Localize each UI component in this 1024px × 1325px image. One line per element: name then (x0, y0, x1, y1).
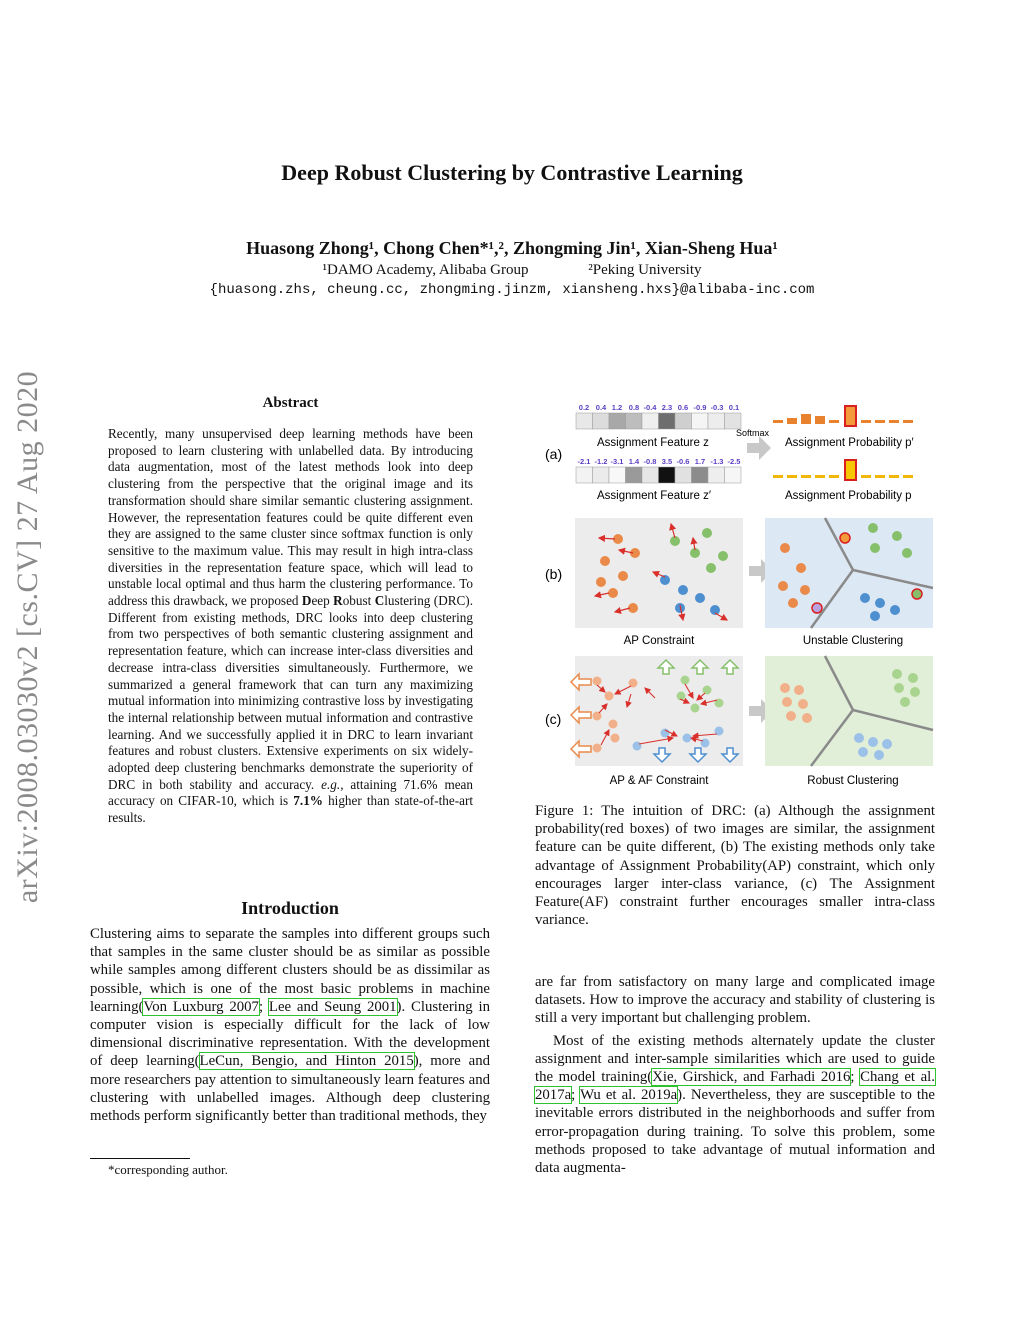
point-orange (608, 588, 618, 598)
point-green (902, 548, 912, 558)
point-blue (683, 734, 692, 743)
prob-bar (861, 420, 871, 423)
zp-value: -0.8 (643, 457, 657, 466)
figure-1 (535, 398, 935, 793)
point-orange (780, 683, 790, 693)
point-blue (875, 598, 885, 608)
prob-bar (903, 420, 913, 423)
prob-bar-max (845, 406, 856, 426)
prob-bar (773, 420, 783, 423)
point-blue (870, 611, 880, 621)
z-value: 0.6 (677, 403, 689, 412)
point-green (681, 676, 690, 685)
point-blue (678, 585, 688, 595)
z-value: -0.9 (693, 403, 707, 412)
prob-bar (889, 420, 899, 423)
point-orange (782, 697, 792, 707)
affiliations (0, 262, 1024, 279)
point-orange (593, 744, 602, 753)
assign-prob-p-label: Assignment Probability p (785, 490, 912, 502)
ap-af-constraint-label: AP & AF Constraint (609, 775, 709, 787)
prob-bar (815, 475, 825, 478)
right-text: Most of the existing methods alternately update the cluster assignment and inter-sample similarities which are used to guide the model training( (535, 1032, 935, 1086)
figure-caption: Figure 1: The intuition of DRC: (a) Although the assignment probability(red boxes) of two images are similar, the assignment feature can be quite different, (b) The existing methods only take advantage of Assignment Probability(AP) constraint, which only encourages larger inter-class variance, (c) The Assignment Feature(AF) constraint further encourages smaller intra-class variance. (535, 803, 935, 929)
point-blue (661, 729, 670, 738)
citation-link[interactable]: LeCun, Bengio, and Hinton 2015 (199, 1053, 414, 1070)
assign-feature-z-label: Assignment Feature z (597, 437, 709, 449)
citation-link[interactable]: Lee and Seung 2001 (268, 998, 397, 1015)
point-green (892, 531, 902, 541)
unstable-clustering-label: Unstable Clustering (802, 635, 904, 647)
point-blue (860, 593, 870, 603)
intro-body (90, 925, 490, 1125)
point-orange (802, 713, 812, 723)
abstract-heading: Abstract (262, 395, 319, 411)
point-blue (701, 739, 710, 748)
point-orange (618, 571, 628, 581)
point-green (702, 528, 712, 538)
author-emails: {huasong.zhs, cheung.cc, zhongming.jinzm, xiansheng.hxs}@alibaba-inc.com (209, 282, 815, 298)
intro-text: ), more and more researchers pay attention to simultaneously learn features and clustering with unlabelled images. Although deep clustering methods perform significantly better than traditional methods, they (90, 1053, 490, 1125)
footnote-rule (90, 1158, 190, 1159)
zp-cell (576, 467, 593, 483)
arxiv-stamp (0, 335, 58, 940)
prob-bar (875, 475, 885, 478)
abstract-eep: eep (311, 593, 334, 609)
point-orange (593, 677, 602, 686)
zp-cell (675, 467, 692, 483)
zp-value: -3.1 (610, 457, 624, 466)
point-green (870, 543, 880, 553)
z-value: -0.4 (643, 403, 657, 412)
z-value: 1.2 (611, 403, 623, 412)
point-orange (786, 711, 796, 721)
citation-link[interactable]: Chang et al. 2017a (535, 1069, 935, 1104)
ap-constraint-label: AP Constraint (623, 635, 695, 647)
zp-cell (626, 467, 643, 483)
paper-title: Deep Robust Clustering by Contrastive Learning (281, 160, 743, 185)
point-blue (633, 742, 642, 751)
point-green (691, 704, 700, 713)
point-green (908, 673, 918, 683)
z-cell (708, 413, 725, 429)
point-orange (605, 692, 614, 701)
assign-prob-pp-label: Assignment Probability p′ (785, 437, 914, 449)
point-orange (794, 685, 804, 695)
z-cell (692, 413, 709, 429)
abstract-part: Recently, many unsupervised deep learning methods have been proposed to learn clustering with unlabelled data. By introducing data augmentation, most of the latest methods look into deep clustering from the perspective that the original image and its transformation should share similar semantic clustering assignment. However, the representation features could be quite different even they are assigned to the same cluster since softmax function is only sensitive to the maximum value. This may result in high intra-class diversities in the representation feature space, which will lead to unstable local optimal and thus harm the clustering performance. To address this drawback, we proposed (108, 426, 473, 609)
z-cell (725, 413, 742, 429)
z-cell (576, 413, 593, 429)
point-blue (874, 750, 884, 760)
point-blue (858, 747, 868, 757)
abstract-c: C (374, 593, 385, 609)
abstract-part: , attaining 71.6% mean accuracy on CIFAR-10, which is (108, 776, 473, 809)
zp-cell (593, 467, 610, 483)
abstract-obust: obust (342, 593, 375, 609)
prob-bar (815, 416, 825, 424)
zp-cell (725, 467, 742, 483)
prob-bar (861, 475, 871, 478)
right-text: ; (850, 1069, 861, 1086)
affiliation-1: ¹DAMO Academy, Alibaba Group (322, 262, 529, 278)
z-value: 0.8 (628, 403, 640, 412)
point-blue (882, 739, 892, 749)
prob-bar (787, 418, 797, 424)
abstract-body (108, 426, 473, 827)
intro-text: ). Clustering in computer vision is especially difficult for the lack of low dimensional discriminative representation. With the development of deep learning( (90, 998, 491, 1070)
zp-cell (659, 467, 676, 483)
citation-link[interactable]: Von Luxburg 2007 (143, 998, 259, 1015)
affiliation-2: ²Peking University (588, 262, 702, 278)
point-green (706, 563, 716, 573)
zp-value: -0.6 (676, 457, 690, 466)
zp-cell (609, 467, 626, 483)
prob-bar (889, 475, 899, 478)
point-orange (800, 585, 810, 595)
point-green (868, 523, 878, 533)
point-outlier (840, 533, 850, 543)
assign-feature-zp-label: Assignment Feature z′ (597, 490, 712, 502)
abstract-part: higher than state-of-the-art results. (108, 793, 474, 826)
author-list: Huasong Zhong¹, Chong Chen*¹,², Zhongming Jin¹, Xian-Sheng Hua¹ (246, 238, 778, 258)
z-cell (642, 413, 659, 429)
prob-bar (787, 475, 797, 478)
right-column-body (535, 973, 935, 1177)
prob-bar (875, 420, 885, 423)
point-orange (780, 543, 790, 553)
point-orange (611, 734, 620, 743)
point-orange (798, 699, 808, 709)
point-orange (778, 581, 788, 591)
z-cell (609, 413, 626, 429)
zp-cell (642, 467, 659, 483)
point-orange (796, 563, 806, 573)
zp-value: -1.3 (710, 457, 724, 466)
point-orange (593, 712, 602, 721)
softmax-label: Softmax (736, 428, 770, 438)
citation-link[interactable]: Xie, Girshick, and Farhadi 2016 (652, 1069, 851, 1086)
prob-bar (829, 420, 839, 423)
point-green (703, 686, 712, 695)
panel-c-clusters (765, 656, 933, 766)
z-cell (659, 413, 676, 429)
footnote: *corresponding author. (108, 1162, 228, 1177)
zp-value: 3.5 (661, 457, 673, 466)
z-value: 0.2 (578, 403, 590, 412)
prob-bar (801, 475, 811, 478)
panel-label-b: (b) (545, 566, 563, 582)
point-orange (609, 720, 618, 729)
prob-bar-max (845, 460, 856, 480)
prob-bar (801, 414, 811, 424)
paragraph: are far from satisfactory on many large and complicated image datasets. How to improve the accuracy and stability of clustering is still a very important but challenging problem. (535, 974, 935, 1027)
zp-value: 1.7 (694, 457, 706, 466)
abstract-part: (DRC). Different from existing methods, DRC looks into deep clustering from two perspectives of both semantic clustering assignment and representation feature, which can increase inter-class diversities and decrease intra-class diversities simultaneously. Furthermore, we summarized a general framework that can turn any maximizing mutual information into minimizing contrastive loss by investigating the internal relationship between mutual information and contrastive learning. And we successfully applied it in DRC to learn invariant features and robust clusters. Extensive experiments on six widely-adopted deep clustering benchmarks demonstrate the superiority of DRC in both stability and accuracy. (108, 593, 473, 792)
right-text: ). Nevertheless, they are susceptible to the inevitable errors distributed in the neighborhoods and suffer from error-propagation during training. To solve this problem, some methods proposed to take advantage of mutual information and data augmenta- (535, 1087, 936, 1177)
zp-cell (692, 467, 709, 483)
intro-heading: Introduction (241, 898, 339, 918)
z-value: 2.3 (661, 403, 673, 412)
point-blue (890, 605, 900, 615)
point-blue (868, 737, 878, 747)
right-text: ; (571, 1087, 581, 1104)
zp-cell (708, 467, 725, 483)
abstract-d: D (301, 593, 312, 609)
point-green (894, 683, 904, 693)
point-orange (596, 577, 606, 587)
point-blue (695, 593, 705, 603)
prob-bar (773, 475, 783, 478)
softmax-arrow (747, 436, 771, 460)
zp-value: 1.4 (628, 457, 640, 466)
robust-clustering-label: Robust Clustering (807, 775, 899, 787)
zp-value: -2.5 (727, 457, 741, 466)
intro-text: ; (258, 998, 269, 1015)
point-green (910, 687, 920, 697)
z-value: 0.4 (595, 403, 607, 412)
point-green (900, 697, 910, 707)
arxiv-id: arXiv:2008.03030v2 [cs.CV] 27 Aug 2020 (11, 370, 44, 904)
z-value: 0.1 (728, 403, 740, 412)
z-value: -0.3 (710, 403, 724, 412)
abstract-r: R (333, 593, 343, 609)
z-cell (626, 413, 643, 429)
prob-bar (903, 475, 913, 478)
prob-bar (829, 475, 839, 478)
point-orange (788, 598, 798, 608)
zp-value: -1.2 (594, 457, 608, 466)
point-blue (854, 733, 864, 743)
point-orange (600, 556, 610, 566)
abstract-eg: e.g. (321, 776, 341, 792)
panel-label-a: (a) (545, 446, 563, 462)
abstract-gain: 7.1% (293, 793, 323, 809)
point-outlier (812, 603, 822, 613)
point-outlier (912, 589, 922, 599)
abstract-lustering: lustering (384, 593, 431, 609)
zp-value: -2.1 (577, 457, 591, 466)
point-green (892, 669, 902, 679)
paragraph (535, 1032, 935, 1178)
point-green (718, 551, 728, 561)
z-cell (593, 413, 610, 429)
panel-label-c: (c) (545, 711, 562, 727)
z-cell (675, 413, 692, 429)
intro-text: Clustering aims to separate the samples into different groups such that samples in the same cluster should be as similar as possible while samples among different clusters should be as dissimilar as possible, which is one of the most basic problems in machine learning( (90, 926, 490, 1015)
citation-link[interactable]: Wu et al. 2019a (580, 1087, 678, 1104)
